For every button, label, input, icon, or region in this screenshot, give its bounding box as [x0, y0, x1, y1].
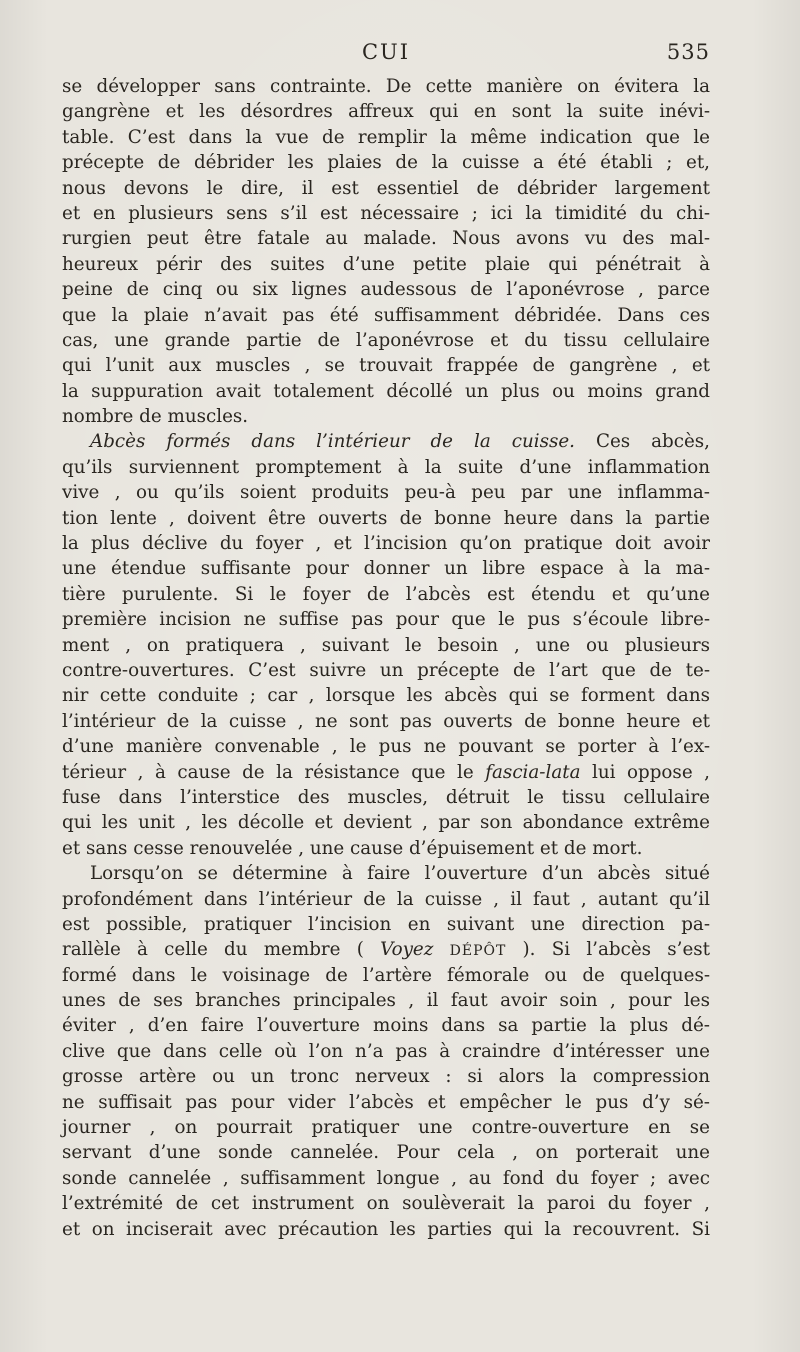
text-line: tion lente , doivent être ouverts de bonne heure dans la partie — [62, 507, 710, 529]
text-line: que la plaie n’avait pas été suffisamment débridée. Dans ces — [62, 304, 710, 326]
text-line: ne suffisait pas pour vider l’abcès et empêcher le pus d’y sé- — [62, 1091, 710, 1113]
text-line: clive que dans celle où l’on n’a pas à craindre d’intéresser une — [62, 1040, 710, 1062]
text-line: se développer sans contrainte. De cette manière on évitera la — [62, 76, 710, 97]
text-line: une étendue suffisante pour donner un libre espace à la ma- — [62, 558, 710, 580]
text-line: qui les unit , les décolle et devient , par son abondance extrême — [62, 812, 710, 834]
text-line: ment , on pratiquera , suivant le besoin , une ou plusieurs — [62, 634, 710, 656]
text-line: grosse artère ou un tronc nerveux : si alors la compression — [62, 1066, 710, 1088]
text-line: contre-ouvertures. C’est suivre un précepte de l’art que de te- — [62, 659, 710, 681]
text-line: et sans cesse renouvelée , une cause d’épuisement et de mort. — [62, 837, 643, 859]
text-line: gangrène et les désordres affreux qui en sont la suite inévi- — [62, 101, 710, 123]
running-head: CUI — [361, 40, 411, 64]
text-line: qui l’unit aux muscles , se trouvait frappée de gangrène , et — [62, 355, 710, 377]
text-line: la plus déclive du foyer , et l’incision qu’on pratique doit avoir — [62, 533, 710, 555]
text-line: rallèle à celle du membre ( Voyez DÉPÔT ). Si l’abcès s’est — [62, 939, 711, 961]
text-line: cas, une grande partie de l’aponévrose et du tissu cellulaire — [62, 329, 710, 351]
text-line: et on inciserait avec précaution les parties qui la recouvrent. Si — [62, 1218, 710, 1240]
text-line: la suppuration avait totalement décollé un plus ou moins grand — [62, 380, 710, 402]
text-line: sonde cannelée , suffisamment longue , au fond du foyer ; avec — [62, 1167, 710, 1189]
text-line: nombre de muscles. — [62, 406, 249, 428]
text-line: première incision ne suffise pas pour que le pus s’écoule libre- — [62, 609, 710, 631]
text-line: Abcès formés dans l’intérieur de la cuisse. Ces abcès, — [90, 431, 710, 453]
text-line: peine de cinq ou six lignes audessous de l’aponévrose , parce — [62, 279, 710, 301]
text-line: vive , ou qu’ils soient produits peu-à peu par une inflamma- — [62, 482, 710, 504]
text-line: nous devons le dire, il est essentiel de débrider largement — [62, 177, 710, 199]
text-line: est possible, pratiquer l’incision en suivant une direction pa- — [62, 913, 710, 935]
text-line: l’intérieur de la cuisse , ne sont pas ouverts de bonne heure et — [62, 710, 710, 732]
text-line: rurgien peut être fatale au malade. Nous avons vu des mal- — [62, 228, 710, 250]
text-line: profondément dans l’intérieur de la cuisse , il faut , autant qu’il — [62, 888, 710, 910]
text-line: unes de ses branches principales , il faut avoir soin , pour les — [62, 990, 710, 1012]
text-line: et en plusieurs sens s’il est nécessaire ; ici la timidité du chi- — [62, 202, 710, 224]
body-text — [62, 74, 710, 1242]
text-line: formé dans le voisinage de l’artère fémorale ou de quelques- — [62, 964, 710, 986]
text-line: éviter , d’en faire l’ouverture moins dans sa partie la plus dé- — [62, 1015, 710, 1037]
text-line: Lorsqu’on se détermine à faire l’ouverture d’un abcès situé — [90, 863, 710, 885]
page-number: 535 — [666, 40, 710, 64]
text-line: précepte de débrider les plaies de la cuisse a été établi ; et, — [62, 152, 710, 174]
text-line: heureux périr des suites d’une petite plaie qui pénétrait à — [62, 253, 710, 275]
text-line: fuse dans l’interstice des muscles, détruit le tissu cellulaire — [62, 786, 710, 808]
text-line: nir cette conduite ; car , lorsque les abcès qui se forment dans — [62, 685, 710, 707]
text-line: table. C’est dans la vue de remplir la même indication que le — [62, 126, 710, 148]
text-line: servant d’une sonde cannelée. Pour cela , on porterait une — [62, 1142, 710, 1164]
text-line: tière purulente. Si le foyer de l’abcès est étendu et qu’une — [62, 583, 710, 605]
text-line: l’extrémité de cet instrument on soulèverait la paroi du foyer , — [62, 1193, 710, 1215]
text-line: d’une manière convenable , le pus ne pouvant se porter à l’ex- — [62, 736, 710, 758]
text-line: qu’ils surviennent promptement à la suite d’une inflammation — [62, 456, 710, 478]
text-line: journer , on pourrait pratiquer une contre-ouverture en se — [62, 1117, 710, 1139]
page-header — [62, 40, 710, 68]
text-line: térieur , à cause de la résistance que le fascia-lata lui oppose , — [62, 761, 710, 783]
